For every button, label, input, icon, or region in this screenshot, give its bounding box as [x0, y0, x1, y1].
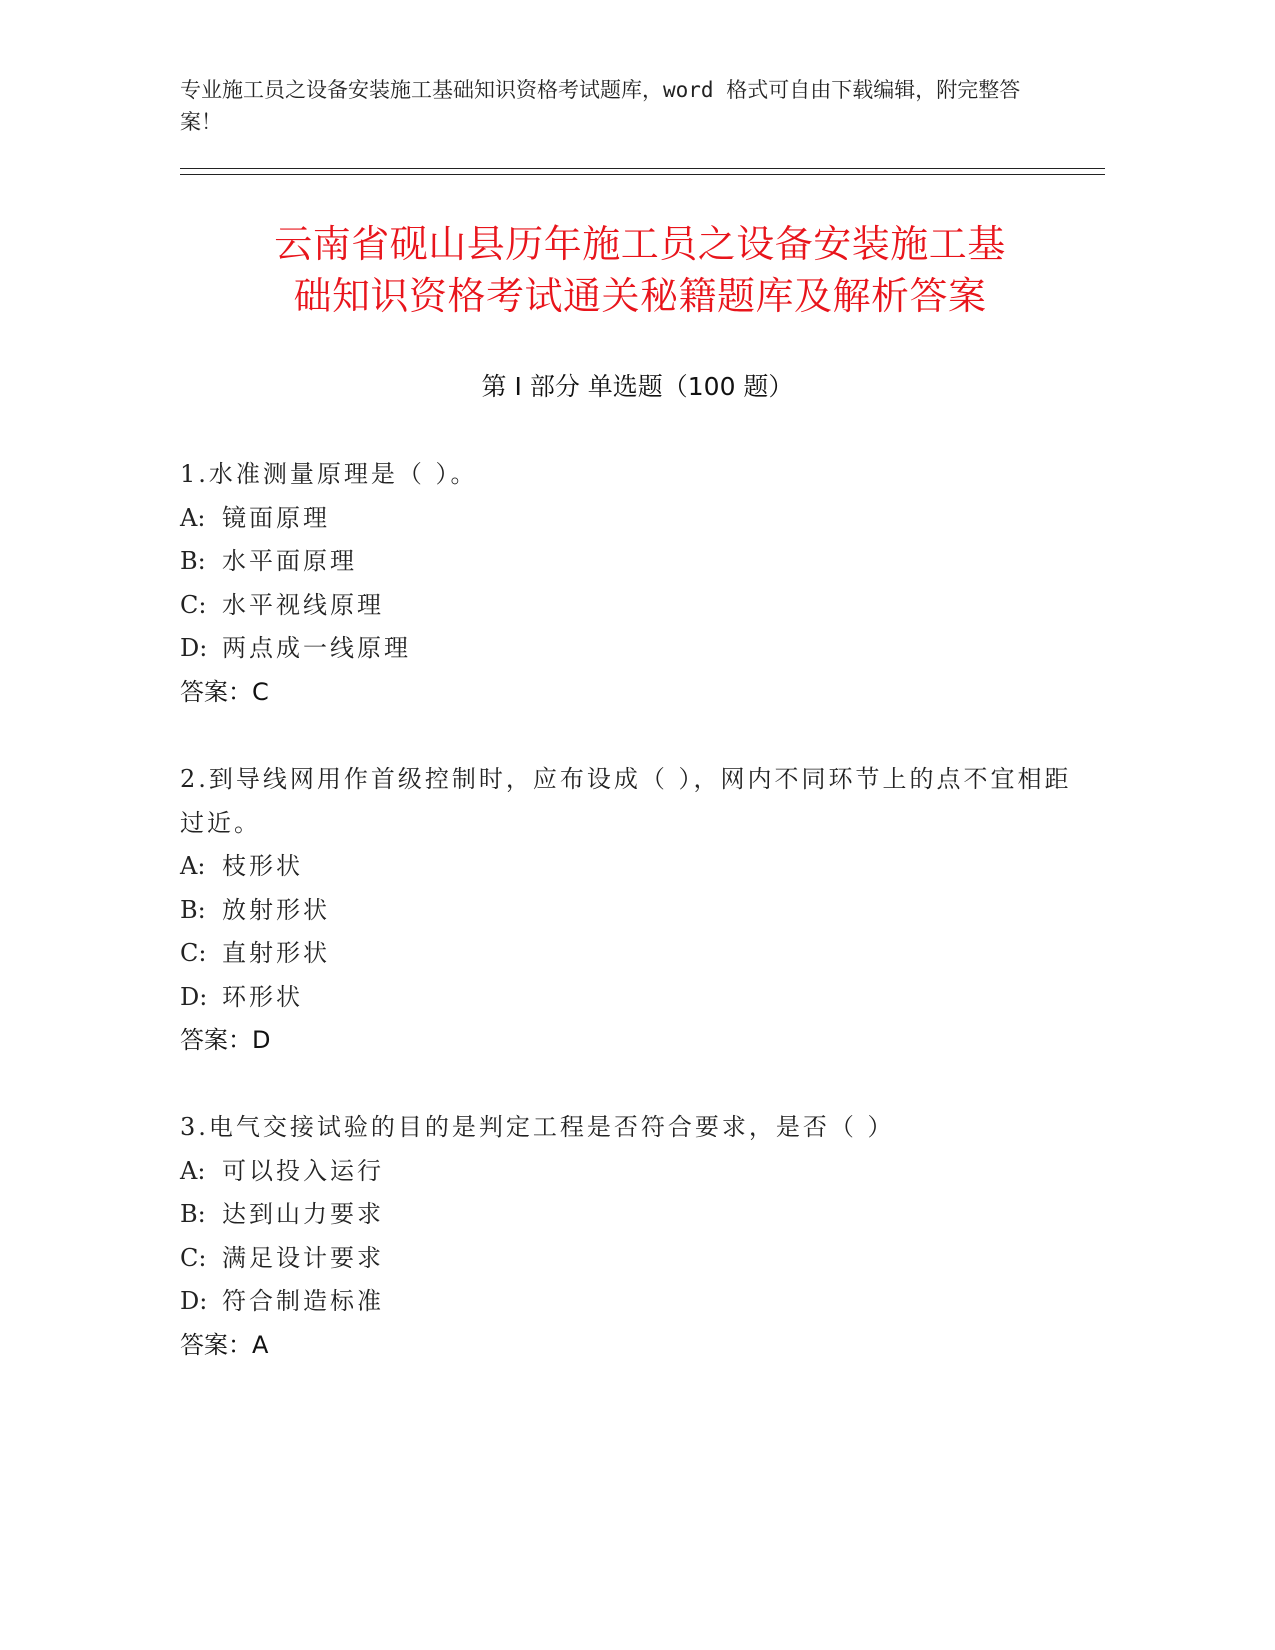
- document-title-line-2: 础知识资格考试通关秘籍题库及解析答案: [293, 274, 987, 318]
- document-title-line-1: 云南省砚山县历年施工员之设备安装施工基: [274, 222, 1006, 266]
- option-key: A:: [180, 852, 206, 880]
- option-text: 环形状: [222, 982, 303, 1011]
- option-key: B:: [180, 1200, 206, 1228]
- option-key: C:: [180, 939, 207, 967]
- question-stem: 2.到导线网用作首级控制时，应布设成（ ），网内不同环节上的点不宜相距过近。: [180, 765, 1072, 837]
- option-text: 符合制造标准: [222, 1287, 384, 1315]
- option-d: [180, 1280, 1080, 1324]
- option-b: [180, 540, 1080, 584]
- option-b: [180, 1193, 1080, 1237]
- answer: 答案：C: [180, 677, 269, 706]
- option-c: [180, 1237, 1080, 1281]
- option-text: 水平面原理: [222, 547, 357, 575]
- answer: 答案：A: [180, 1330, 269, 1359]
- option-key: B:: [180, 547, 206, 575]
- header-divider-secondary: [180, 174, 1105, 175]
- option-a: [180, 1150, 1080, 1194]
- option-text: 枝形状: [222, 852, 303, 880]
- section-title: 第 I 部分 单选题（100 题）: [481, 372, 794, 401]
- header-note: 专业施工员之设备安装施工基础知识资格考试题库，word 格式可自由下载编辑，附完整答案！: [180, 78, 1021, 134]
- option-key: D:: [180, 634, 208, 662]
- option-d: [180, 976, 1080, 1020]
- option-a: [180, 845, 1080, 889]
- option-a: [180, 497, 1080, 541]
- header-divider: [180, 168, 1105, 169]
- question-stem: 3.电气交接试验的目的是判定工程是否符合要求，是否（ ）: [180, 1113, 895, 1141]
- option-d: [180, 627, 1080, 671]
- option-key: C:: [180, 1243, 207, 1272]
- option-b: [180, 889, 1080, 933]
- question-1: [180, 453, 1080, 714]
- option-text: 镜面原理: [222, 503, 330, 532]
- option-text: 直射形状: [222, 939, 330, 967]
- option-c: [180, 932, 1080, 976]
- answer: 答案：D: [180, 1026, 271, 1054]
- option-text: 达到山力要求: [222, 1200, 384, 1228]
- option-text: 可以投入运行: [222, 1156, 384, 1185]
- option-key: D:: [180, 982, 208, 1011]
- option-key: A:: [180, 503, 206, 532]
- document-title: [140, 218, 1140, 322]
- option-text: 两点成一线原理: [222, 634, 411, 662]
- option-key: C:: [180, 590, 207, 619]
- option-text: 放射形状: [222, 895, 330, 924]
- option-text: 水平视线原理: [222, 590, 384, 619]
- question-2: [180, 758, 1080, 1063]
- option-key: D:: [180, 1287, 208, 1315]
- option-c: [180, 584, 1080, 628]
- question-stem: 1.水准测量原理是（ ）。: [180, 460, 478, 488]
- option-text: 满足设计要求: [222, 1243, 384, 1272]
- option-key: B:: [180, 895, 206, 924]
- question-3: [180, 1106, 1080, 1367]
- option-key: A:: [180, 1156, 206, 1185]
